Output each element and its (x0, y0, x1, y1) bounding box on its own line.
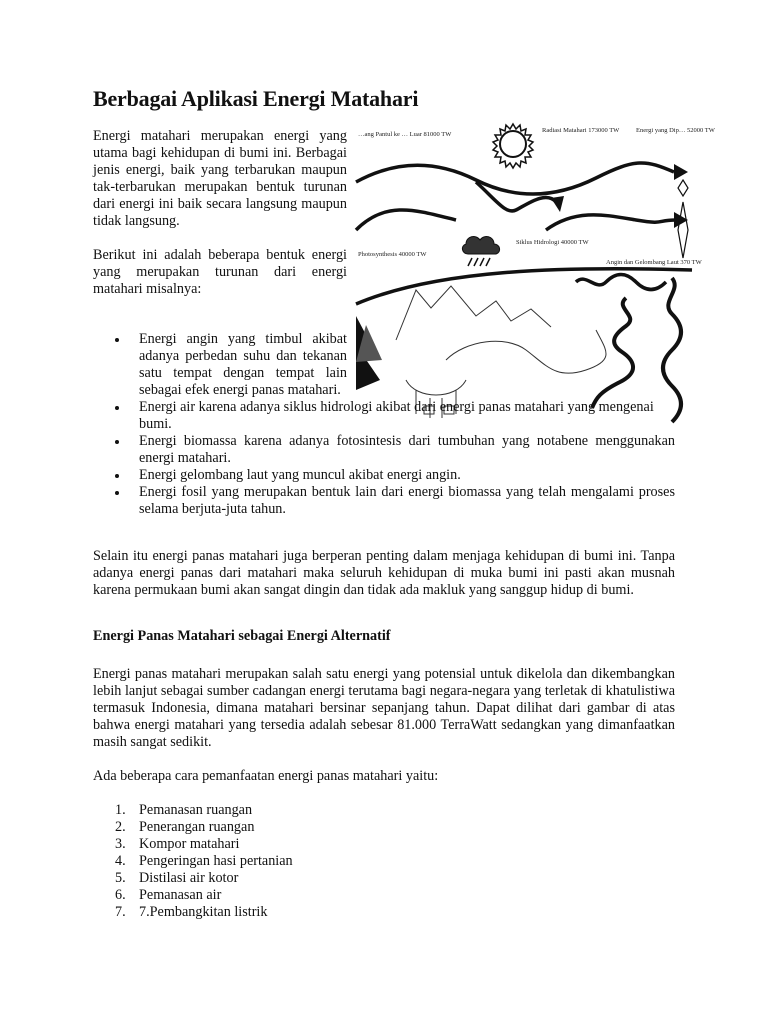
list-item (93, 853, 293, 870)
list-item (93, 331, 347, 399)
list-item (93, 433, 675, 467)
list-item-text: Energi biomassa karena adanya fotosintesis dari tumbuhan yang notabene menggunakan energi matahari. (139, 433, 675, 466)
label-reflected: …ang Pantul ke … Luar 81000 TW (358, 131, 452, 138)
list-number: 7. (115, 904, 126, 920)
section-heading: Energi Panas Matahari sebagai Energi Alternatif (93, 628, 391, 644)
intro-text (93, 128, 347, 315)
usage-list (93, 802, 293, 921)
dissipation-arrow (546, 215, 676, 230)
list-number: 4. (115, 853, 126, 869)
list-number: 6. (115, 887, 126, 903)
list-number: 2. (115, 819, 126, 835)
list-item-text: Distilasi air kotor (139, 870, 239, 886)
list-number: 1. (115, 802, 126, 818)
bullet-icon (115, 474, 119, 478)
list-item-text: Energi angin yang timbul akibat adanya perbedan suhu dan tekanan satu tempat dengan tempat lain sebagai efek energi panas matahari. (139, 331, 347, 398)
list-item (93, 836, 293, 853)
list-item-text: Energi air karena adanya siklus hidrologi akibat dari energi panas matahari yang mengenai bumi. (139, 399, 654, 432)
label-wind: Angin dan Gelombang Laut 370 TW (606, 259, 702, 266)
list-item-text: Energi fosil yang merupakan bentuk lain dari energi biomassa yang telah mengalami proses selama berjuta-juta tahun. (139, 484, 675, 517)
list-item (93, 802, 293, 819)
intro-paragraph: Energi matahari merupakan energi yang utama bagi kehidupan di bumi ini. Berbagai jenis energi, baik yang terbarukan maupun tak-terbarukan merupakan bentuk turunan dari energi ini baik secara langsung maupun tidak langsung. (93, 128, 347, 229)
page-title: Berbagai Aplikasi Energi Matahari (93, 86, 419, 111)
paragraph: Ada beberapa cara pemanfaatan energi panas matahari yaitu: (93, 768, 439, 784)
list-number: 5. (115, 870, 126, 886)
sun-icon (493, 124, 533, 168)
intro-paragraph: Berikut ini adalah beberapa bentuk energi yang merupakan turunan dari energi matahari misalnya: (93, 247, 347, 297)
label-hydrology: Siklus Hidrologi 40000 TW (516, 239, 589, 246)
label-photosynthesis: Photosynthesis 40000 TW (358, 251, 427, 258)
list-item-text: 7.Pembangkitan listrik (139, 904, 268, 920)
bullet-icon (115, 338, 119, 342)
rain-cloud-icon (462, 237, 499, 266)
list-item (93, 399, 675, 433)
bullet-icon (115, 440, 119, 444)
label-dissipated: Energi yang Dip… 52000 TW (636, 127, 715, 134)
list-item (93, 904, 293, 921)
list-item-text: Pengeringan hasi pertanian (139, 853, 293, 869)
label-radiation: Radiasi Matahari 173000 TW (542, 127, 620, 134)
paragraph: Selain itu energi panas matahari juga berperan penting dalam menjaga kehidupan di bumi ini. Tanpa adanya energi panas dari matahari maka seluruh kehidupan di muka bumi ini pasti akan musnah karena permukaan bumi akan sangat dingin dan tidak ada makluk yang sanggup hidup di bumi. (93, 548, 675, 598)
list-item (93, 887, 293, 904)
list-item (93, 467, 675, 484)
list-item-text: Kompor matahari (139, 836, 240, 852)
list-item (93, 484, 675, 518)
list-item (93, 870, 293, 887)
list-number: 3. (115, 836, 126, 852)
list-item-text: Pemanasan ruangan (139, 802, 253, 818)
paragraph: Energi panas matahari merupakan salah satu energi yang potensial untuk dikelola dan dikembangkan lebih lanjut sebagai sumber cadangan energi terutama bagi negara-negara yang terletak di khatulistiwa termasuk Indonesia, dimana matahari bersinar sepanjang tahun. Dapat dilihat dari gambar di atas bahwa energi matahari yang tersedia adalah sebesar 81.000 TerraWatt sedangkan yang dimanfaatkan masih sangat sedikit. (93, 666, 675, 750)
energy-types-list (93, 331, 675, 518)
bullet-icon (115, 491, 119, 495)
list-item-text: Energi gelombang laut yang muncul akibat energi angin. (139, 467, 461, 483)
bullet-icon (115, 406, 119, 410)
list-item (93, 819, 293, 836)
list-item-text: Penerangan ruangan (139, 819, 255, 835)
radiation-arrow (356, 163, 674, 194)
list-item-text: Pemanasan air (139, 887, 222, 903)
